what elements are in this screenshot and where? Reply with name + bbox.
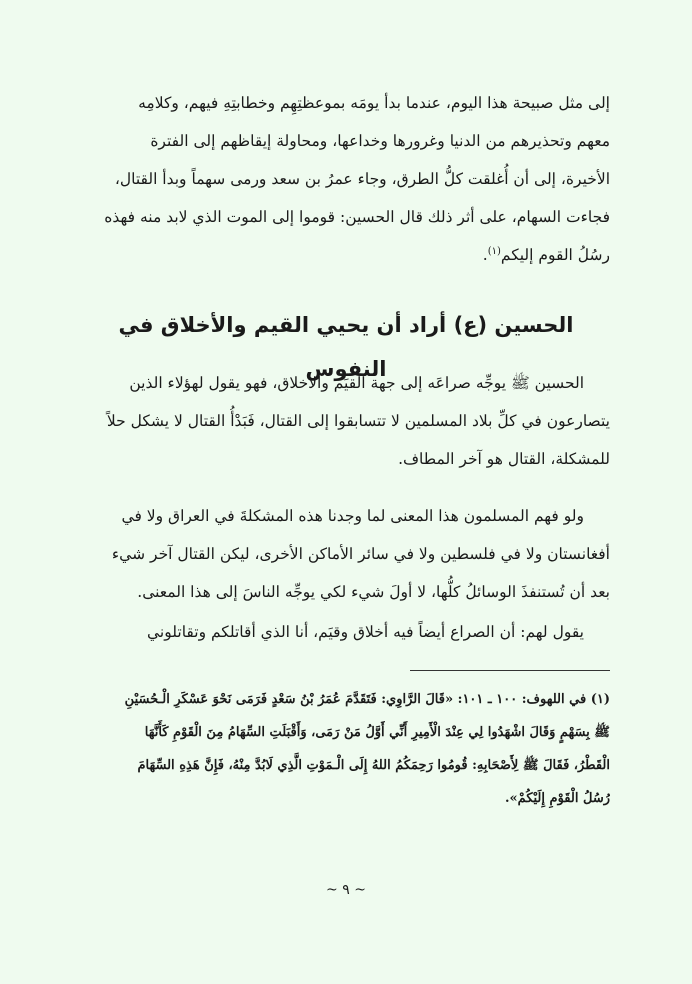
section-heading: الحسين (ع) أراد أن يحيي القيم والأخلاق في النفوس [118, 313, 574, 381]
paragraph-2 [82, 364, 610, 478]
footnote-block [82, 683, 610, 815]
paragraph-line: ولو فهم المسلمون هذا المعنى لما وجدنا هذه المشكلةَ في العراق ولا في [121, 507, 584, 525]
footnote-line: الْقَطْرُ، فَقَالَ ﷺ لِأَصْحَابِهِ: قُومُوا رَحِمَكُمُ اللهُ إِلَى الْـمَوْتِ الَّذِي لَابُدَّ مِنْهُ، فَإِنَّ هَذِهِ السِّهَامَ [137, 758, 610, 773]
paragraph-3 [82, 497, 610, 611]
footnote-reference[interactable]: (١) [487, 245, 501, 257]
paragraph-period: . [482, 246, 488, 264]
paragraph-line: للمشكلة، القتال هو آخر المطاف. [398, 450, 610, 468]
paragraph-line: معهم وتحذيرهم من الدنيا وغرورها وخداعها، ومحاولة إيقاظهم إلى الفترة [150, 132, 610, 150]
paragraph-line: فجاءت السهام، على أثر ذلك قال الحسين: قوموا إلى الموت الذي لابد منه فهذه [104, 208, 610, 226]
paragraph-line: يتصارعون في كلِّ بلاد المسلمين لا تتسابقوا إلى القتال، فَبَدْأُ القتال لا يشكل حلاً [106, 412, 610, 430]
paragraph-line: الأخيرة، إلى أن أُغلقت كلُّ الطرق، وجاء عمرُ بن سعد ورمى سهماً وبدأ القتال، [114, 170, 610, 188]
paragraph-4 [82, 613, 610, 651]
footnote-line: ﷺ بِسَهْمٍ وَقَالَ اشْهَدُوا لِي عِنْدَ الْأَمِيرِ أَنِّي أَوَّلُ مَنْ رَمَى، وَأَقْبَلَتِ السِّهَامُ مِنَ الْقَوْمِ كَأَنَّهَا [144, 725, 610, 740]
footnote-line: رُسُلُ الْقَوْمِ إِلَيْكُمْ». [505, 791, 610, 806]
paragraph-line: إلى مثل صبيحة هذا اليوم، عندما بدأ يومَه بموعظتِهِم وخطابتِهِ فيهم، وكلامِه [138, 94, 610, 112]
paragraph-line-last [82, 236, 610, 274]
paragraph-line: أفغانستان ولا في فلسطين ولا في سائر الأماكن الأخرى، ليكن القتال آخر شيء [111, 545, 610, 563]
paragraph-text: رسُلُ القوم إليكم [500, 246, 610, 264]
paragraph-line: الحسين ﷺ يوجِّه صراعَه إلى جهة القيَم والأخلاق، فهو يقول لهؤلاء الذين [129, 374, 584, 392]
paragraph-1 [82, 84, 610, 274]
paragraph-line: يقول لهم: أن الصراع أيضاً فيه أخلاق وقيَم، أنا الذي أقاتلكم وتقاتلوني [147, 623, 584, 641]
paragraph-line: بعد أن تُستنفذَ الوسائلُ كلُّها، لا أولَ شيء لكي يوجِّه الناسَ إلى هذا المعنى. [137, 583, 610, 601]
footnote-divider [410, 670, 610, 671]
page-number: ~ ٩ ~ [326, 882, 366, 898]
footnote-line: (١) في اللهوف: ١٠٠ ـ ١٠١: «قَالَ الرَّاوِي: فَتَقَدَّمَ عُمَرُ بْنُ سَعْدٍ فَرَمَى نَحْوَ عَسْكَرِ الْـحُسَيْنِ [124, 692, 610, 707]
